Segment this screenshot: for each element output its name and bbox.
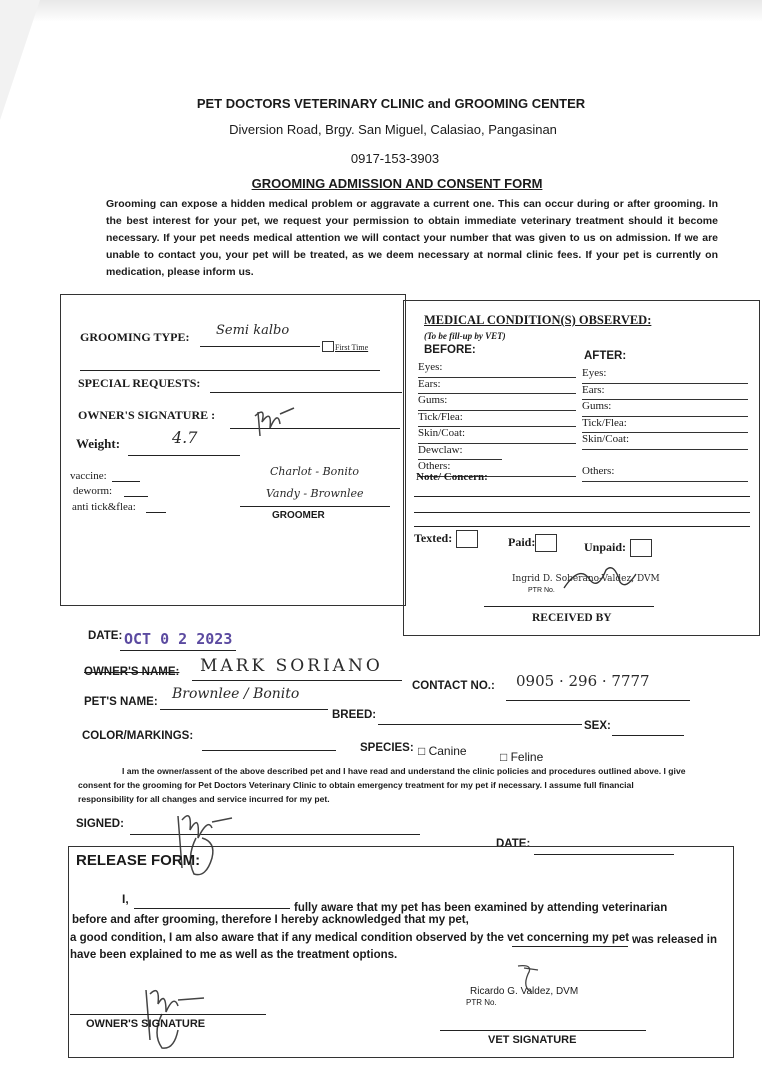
after-label: AFTER: [584, 350, 627, 362]
release-vet-stamp: Ricardo G. Valdez, DVM [470, 986, 579, 997]
sex-label: SEX: [584, 720, 611, 732]
deworm-label: deworm: [73, 485, 113, 497]
contact-label: CONTACT NO.: [412, 680, 495, 692]
release-owner-sig-label: OWNER'S SIGNATURE [86, 1018, 206, 1030]
owner-name-line [192, 680, 402, 681]
after-skin-coat[interactable]: Skin/Coat: [582, 433, 748, 450]
weight-label: Weight: [76, 436, 121, 451]
anti-tick-line [146, 512, 166, 513]
before-skin-coat[interactable]: Skin/Coat: [418, 427, 576, 444]
pets-name-label: PET'S NAME: [84, 696, 158, 708]
release-line1-prefix: I, [122, 892, 129, 906]
before-fields [418, 361, 578, 477]
first-time-checkbox[interactable] [322, 341, 334, 352]
vet-stamp-1: Ingrid D. Soberano-Valdez, DVM [512, 574, 660, 584]
after-others[interactable]: Others: [582, 465, 748, 482]
release-line3: a good condition, I am also aware that if any medical condition observed by the vet concerning my pet have been explained to me as well as the treatment options. [70, 932, 630, 961]
groomer-label: GROOMER [272, 510, 325, 521]
grooming-type-value[interactable]: Semi kalbo [216, 323, 290, 338]
texted-label: Texted: [414, 530, 453, 545]
owner-name-value[interactable]: MARK SORIANO [200, 656, 383, 676]
consent-paragraph: I am the owner/assent of the above described pet and I have read and understand the clinic policies and procedures outlined above. I give consent for the grooming for Pet Doctors Veterinary Clinic to obtain emergency treatment for my pet if necessary. I assume full financial responsibility for all changes and service incurred for my pet. [78, 766, 686, 804]
before-ears[interactable]: Ears: [418, 378, 576, 395]
vet-ptr-label: PTR No. [528, 587, 555, 594]
release-line1-suffix: fully aware that my pet has been examined by attending veterinarian [294, 902, 668, 914]
grooming-type-line-2 [80, 370, 380, 371]
before-label: BEFORE: [424, 344, 476, 356]
intro-paragraph: Grooming can expose a hidden medical problem or aggravate a current one. This can occur during or after grooming. In the best interest for your pet, we request your permission to obtain immediate veterinary treatment should it become necessary. If your pet needs medical attention we will contact your number that was given to us on admission. If we are unable to contact you, your pet will be treated, as we deem necessary at normal clinic fees. If your pet is currently on medication, please inform us. [106, 198, 718, 278]
owner-signature-mark [252, 402, 300, 438]
clinic-address: Diversion Road, Brgy. San Miguel, Calasiao, Pangasinan [229, 122, 557, 137]
signed-label: SIGNED: [76, 818, 124, 830]
after-eyes[interactable]: Eyes: [582, 367, 748, 384]
before-tick-flea[interactable]: Tick/Flea: [418, 411, 576, 428]
note-concern-label: Note/ Concern: [416, 471, 488, 483]
medical-title: MEDICAL CONDITION(S) OBSERVED: [424, 313, 652, 327]
canine-option[interactable]: □ Canine [418, 744, 467, 758]
special-requests-label: SPECIAL REQUESTS: [78, 376, 201, 390]
before-others[interactable]: Others: [418, 460, 576, 477]
after-gums[interactable]: Gums: [582, 400, 748, 417]
groomer-note-2: Vandy - Brownlee [266, 487, 364, 500]
unpaid-checkbox[interactable] [584, 539, 652, 557]
paid-checkbox[interactable] [508, 534, 557, 552]
clinic-name: PET DOCTORS VETERINARY CLINIC and GROOMING CENTER [196, 96, 586, 111]
anti-tick-label: anti tick&flea: [72, 501, 136, 513]
pets-name-value[interactable]: Brownlee / Bonito [172, 686, 300, 702]
first-time-label: First Time [335, 343, 369, 352]
pets-name-line [160, 709, 328, 710]
contact-value[interactable]: 0905 · 296 · 7777 [516, 672, 650, 690]
date-label: DATE: [88, 630, 123, 642]
paper-edge [0, 0, 762, 22]
deworm-line [124, 496, 148, 497]
species-label: SPECIES: [360, 742, 414, 754]
release-owner-sig-line [70, 1014, 266, 1015]
note-line-2 [414, 512, 750, 513]
received-by-line [484, 606, 654, 607]
paid-label: Paid: [508, 534, 536, 549]
groomer-line [240, 506, 390, 507]
note-line-1 [414, 496, 750, 497]
vaccine-line [112, 481, 140, 482]
before-gums[interactable]: Gums: [418, 394, 576, 411]
color-markings-line [202, 750, 336, 751]
note-line-3 [414, 526, 750, 527]
release-line2: before and after grooming, therefore I hereby acknowledged that my pet, [72, 914, 469, 926]
breed-line [378, 724, 582, 725]
feline-option[interactable]: □ Feline [500, 750, 544, 764]
owner-name-label: OWNER'S NAME: [84, 666, 180, 678]
release-title: RELEASE FORM: [76, 852, 201, 869]
texted-checkbox[interactable] [414, 530, 478, 548]
release-vet-signature-mark [508, 962, 548, 996]
vet-signature-mark [560, 560, 640, 596]
release-name-line [134, 908, 290, 909]
contact-line [506, 700, 690, 701]
special-requests-line [210, 392, 402, 393]
date-line [120, 650, 236, 651]
after-fields [582, 367, 752, 482]
weight-value[interactable]: 4.7 [172, 428, 198, 447]
date2-label: DATE: [496, 838, 531, 850]
before-eyes[interactable]: Eyes: [418, 361, 576, 378]
after-ears[interactable]: Ears: [582, 384, 748, 401]
vaccine-label: vaccine: [70, 470, 107, 482]
clinic-phone: 0917-153-3903 [350, 151, 440, 166]
grooming-type-label: GROOMING TYPE: [80, 330, 190, 344]
owners-signature-label: OWNER'S SIGNATURE : [78, 408, 216, 422]
grooming-type-line [200, 346, 320, 347]
release-ptr-label: PTR No. [466, 998, 497, 1007]
before-dewclaw[interactable]: Dewclaw: [418, 444, 502, 461]
release-vet-sig-line [440, 1030, 646, 1031]
color-markings-label: COLOR/MARKINGS: [82, 730, 194, 742]
after-tick-flea[interactable]: Tick/Flea: [582, 417, 748, 434]
unpaid-label: Unpaid: [584, 539, 627, 554]
groomer-note-1: Charlot - Bonito [270, 465, 359, 478]
breed-label: BREED: [332, 709, 377, 721]
received-by-label: RECEIVED BY [532, 612, 612, 624]
release-vet-sig-label: VET SIGNATURE [488, 1034, 577, 1046]
weight-line [128, 455, 240, 456]
form-title: GROOMING ADMISSION AND CONSENT FORM [251, 176, 543, 191]
date-stamp[interactable]: OCT 0 2 2023 [124, 630, 233, 648]
medical-subtitle: (To be fill-up by VET) [424, 331, 506, 341]
sex-line [612, 735, 684, 736]
release-line2-suffix: was released in [632, 934, 718, 946]
